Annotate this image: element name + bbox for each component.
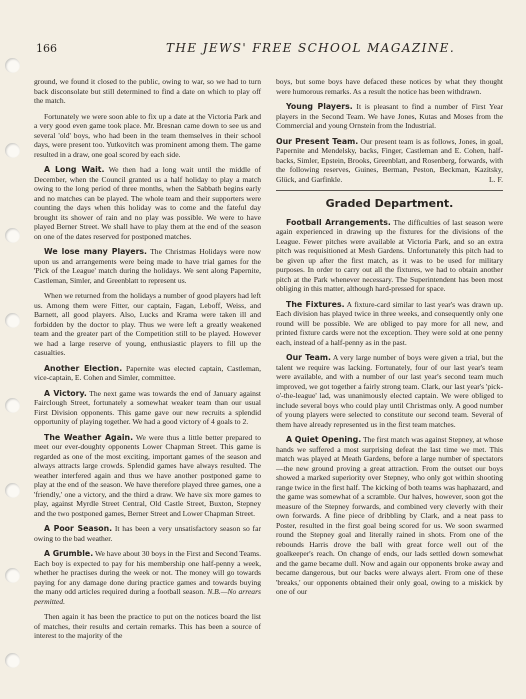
paragraph: boys, but some boys have defaced these notices by what they thought were humorous remarks. As a result the notice has been withdrawn. [276,77,503,96]
paragraph [34,364,261,383]
section-heading: Another Election. [44,363,123,373]
binding-hole [5,568,20,583]
paragraph: Then again it has been the practice to put on the notices board the list of matches, their results and certain remarks. This has been a source of interest to the majority of the [34,612,261,640]
paragraph-text: The difficulties of last season were again experienced in drawing up the fixtures for the divisions of the League. Fewer pitches were available at Victoria Park, and so an extra pitch was requisitioned at Mesh Gardens. Unfortunately this pitch had to be given up after the first match, as it was to be used for military purposes. In order to carry out all the fixtures, we had to obtain another pitch at the Park whenever necessary. The Superintendent has been most obliging in this matter, although hard-pressed for space. [276,217,503,293]
right-column [276,77,503,603]
binding-hole [5,228,20,243]
paragraph-text: Papernite was elected captain, Castleman, vice-captain, E. Cohen and Simler, committee. [34,363,261,382]
paragraph-text: The first match was against Stepney, at whose hands we suffered a most surprising defeat the last time we met. This match was played at Meath Gardens, before a large number of spectators—the new ground proving a great attraction. From the outset our boys showed a marked superiority over Stepney, who only got within shooting range twice in the first half. The kicking of both teams was haphazard, and the game was somewhat of a scramble. Our halves, however, soon got the measure of the Stepney forwards, and combined very cleverly with their own forwards. A fine piece of dribbling by Clark, and a neat pass to Poster, resulted in the first goal being scored for us. We soon swarmed round the Stepney goal and literally rained in shots. From one of the rebounds Harris drove the ball with great force well out of the goalkeeper's reach. On change of ends, our lads settled down somewhat and the game became dull. Now and again our opponents broke away and became dangerous, but our backs were always alert. From one of these 'breaks,' our opponents obtained their only goal, owing to a miskick by one of our [276,435,503,596]
paragraph-text: We have about 30 boys in the First and Second Teams. Each boy is expected to pay for his membership one half-penny a week, whether he practises during the week or not. The money will go towards paying for any damage done during practice games and towards buying the many odd articles required during a football season. [34,549,261,596]
paragraph-text: We then had a long wait until the middle of December, when the Council granted us a half holiday to play a match owing to the long period of three months, when the Sabbath begins early and no matches can be played. The whole team and their supporters were counting the days when this holiday was to come and the fateful day brought its shower of rain and no play was possible. We were to have played Berner Street. We shall have to play them at the end of the season on one of the dates reserved for postponed matches. [34,165,261,241]
section-heading: The Weather Again. [44,432,134,442]
left-column [34,77,261,647]
paragraph [34,524,261,543]
paragraph [276,218,503,294]
binding-hole [5,313,20,328]
section-heading: The Fixtures. [286,299,345,309]
magazine-title: THE JEWS' FREE SCHOOL MAGAZINE. [166,41,456,55]
paragraph [276,137,503,185]
paragraph-text: A very large number of boys were given a trial, but the talent we require was lacking. Fortunately, four of our last year's team were available, and with a number of our last year's second team much improved, we got together a fairly strong team. Clark, our last year's 'pick-o'-the-league' lad, was unanimously elected captain. We were obliged to include several boys who could play until Christmas only. A good number of young players were selected to constitute our second team. Several of them have already represented us in the first team matches. [276,353,503,429]
paragraph-text: It has been a very unsatisfactory season so far owing to the bad weather. [34,524,261,543]
binding-holes [0,0,26,699]
section-heading: Young Players. [286,102,353,111]
paragraph-text: It is pleasant to find a number of First Year players in the Second Team. We have Jones, Kutas and Moses from the Commercial and young Ornstein from the Industrial. [276,102,503,130]
binding-hole [5,143,20,158]
paragraph: When we returned from the holidays a number of good players had left us. Among them were Fitter, our captain, Fagan, Leboff, Weiss, and Barnett, all good players. Also, Lucks and Krama were taken ill and forbidden by the doctor to play. Thus we were left a greatly weakened team and the greater part of the Competition still to be played. However we had a large reserve of young, enthusiastic players to fill up the casualties. [34,291,261,357]
binding-hole [5,483,20,498]
section-heading: Our Team. [286,353,331,362]
paragraph [276,435,503,597]
paragraph [276,353,503,429]
paragraph [34,247,261,285]
paragraph-text: We were thus a little better prepared to meet our ever-doughty opponents Lower Chapman Street. This game is regarded as one of the most exciting, important games of the season and always attracts large crowds. Splendid games have always resulted. The weather interfered again and thus we have another postponed game to play at the end of the season. We have therefore played three games, one a 'friendly,' one a victory, and the third a draw. We have six more games to play, against Myrdle Street Central, Old Castle Street, Buxton, Stepney and the two postponed games, Berner Street and Lower Chapman Street. [34,432,261,518]
paragraph: ground, we found it closed to the public, owing to war, so we had to turn back disconsolate but still determined to find a date on which to play off the match. [34,77,261,105]
paragraph-text: The next game was towards the end of January against Fairclough Street, fortunately a somewhat weaker team than our usual First Division opponents. This game gave our new recruits a splendid opportunity of playing together. We had a good victory of 4 goals to 2. [34,388,261,426]
section-heading: We lose many Players. [44,247,148,256]
binding-hole [5,58,20,73]
paragraph-text: A fixture-card similar to last year's was drawn up. Each division has played twice in three weeks, and consequently only one round will be possible. We are obliged to pay more for all new, and printed fixture cards were not the exception. They were sold at one penny each, instead of a half-penny as in the past. [276,299,503,347]
binding-hole [5,653,20,668]
section-heading: A Poor Season. [44,524,113,533]
paragraph-text: Our present team is as follows, Jones, in goal, Papernite and Mendelsky, backs, Finger, Castleman and E. Cohen, half-backs, Simler, Epstein, Brooks, Greenblatt, and Rosenberg, forwards, with the following reserves, Guines, Berman, Peston, Beckman, Kazitsky, Glück, and Garfinkle. [276,136,503,184]
paragraph [34,433,261,519]
binding-hole [5,398,20,413]
section-heading: A Long Wait. [44,165,105,174]
paragraph [34,165,261,241]
author-signature: L. F. [489,174,503,184]
section-heading: A Quiet Opening. [286,435,362,444]
paragraph [276,102,503,131]
paragraph-text: The Christmas Holidays were now upon us and arrangements were being made to have trial games for the 'Pick of the League' match during the holidays. We sent along Papernite, Castleman, Simler, and Greenblatt to represent us. [34,247,261,285]
section-heading: A Grumble. [44,549,94,558]
divider [276,190,503,191]
paragraph [276,300,503,348]
section-heading: Our Present Team. [276,136,359,146]
paragraph [34,549,261,606]
page-number: 166 [36,42,57,55]
section-heading: Football Arrangements. [286,217,391,227]
paragraph: Fortunately we were soon able to fix up a date at the Victoria Park and a very good even game took place. Mr. Bresnan came down to see us and several 'old' boys, who had been in the team themselves in their school days, were present too. Yutkovitch was prominent among them. The game resulted in a draw, one goal scored by each side. [34,111,261,159]
nota-bene: N.B.—No arrears permitted. [34,587,261,606]
department-heading: Graded Department. [325,197,454,210]
paragraph [34,389,261,427]
section-heading: A Victory. [44,388,87,398]
running-header [36,40,504,58]
